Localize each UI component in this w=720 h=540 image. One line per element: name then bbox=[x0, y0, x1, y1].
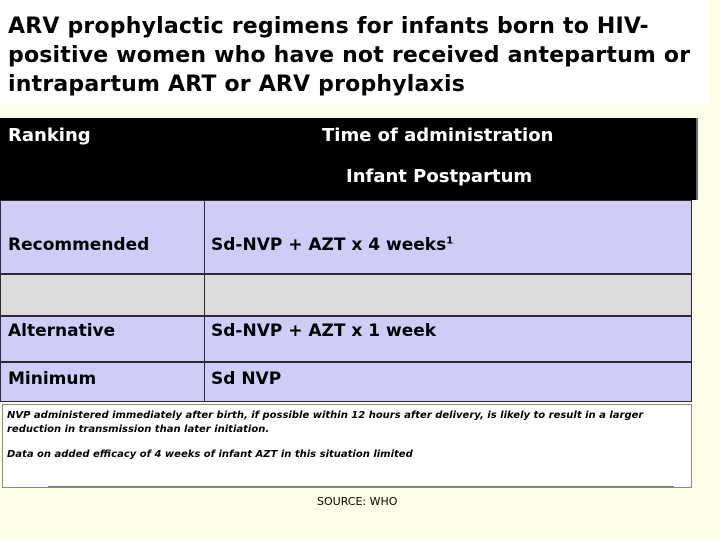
header-ranking: Ranking bbox=[8, 125, 91, 146]
table-cell-regimen bbox=[205, 275, 691, 315]
ranking-minimum: Minimum bbox=[8, 369, 97, 389]
table-cell-ranking bbox=[1, 317, 205, 361]
regimen-minimum: Sd NVP bbox=[211, 369, 282, 389]
ranking-recommended: Recommended bbox=[8, 235, 150, 255]
page-title: ARV prophylactic regimens for infants born to HIV-positive women who have not received antepartum or intrapartum ART or ARV prophylaxis bbox=[8, 14, 691, 97]
header-time-of-administration: Time of administration bbox=[322, 125, 554, 146]
table-cell-ranking bbox=[1, 201, 205, 273]
regimen-alternative: Sd-NVP + AZT x 1 week bbox=[211, 321, 437, 341]
table-row bbox=[0, 200, 692, 274]
footnote-box bbox=[2, 404, 692, 488]
table-cell-ranking bbox=[1, 363, 205, 401]
table-row bbox=[0, 362, 692, 402]
header-infant-postpartum: Infant Postpartum bbox=[346, 166, 533, 187]
table-row bbox=[0, 274, 692, 316]
table-cell-ranking bbox=[1, 275, 205, 315]
footnote-1: NVP administered immediately after birth, if possible within 12 hours after delivery, is likely to result in a larger reduction in transmission than later initiation. bbox=[7, 410, 644, 435]
table-cell-regimen bbox=[205, 363, 691, 401]
source-label: SOURCE: WHO bbox=[317, 495, 398, 508]
table-row bbox=[0, 316, 692, 362]
table-header bbox=[0, 118, 698, 200]
divider bbox=[48, 486, 674, 487]
footnote-2: Data on added efficacy of 4 weeks of infant AZT in this situation limited bbox=[7, 449, 413, 460]
ranking-alternative: Alternative bbox=[8, 321, 116, 341]
table-cell-regimen bbox=[205, 317, 691, 361]
title-box bbox=[0, 0, 708, 104]
regimen-recommended: Sd-NVP + AZT x 4 weeks$^1$ bbox=[211, 235, 454, 255]
table-cell-regimen bbox=[205, 201, 691, 273]
